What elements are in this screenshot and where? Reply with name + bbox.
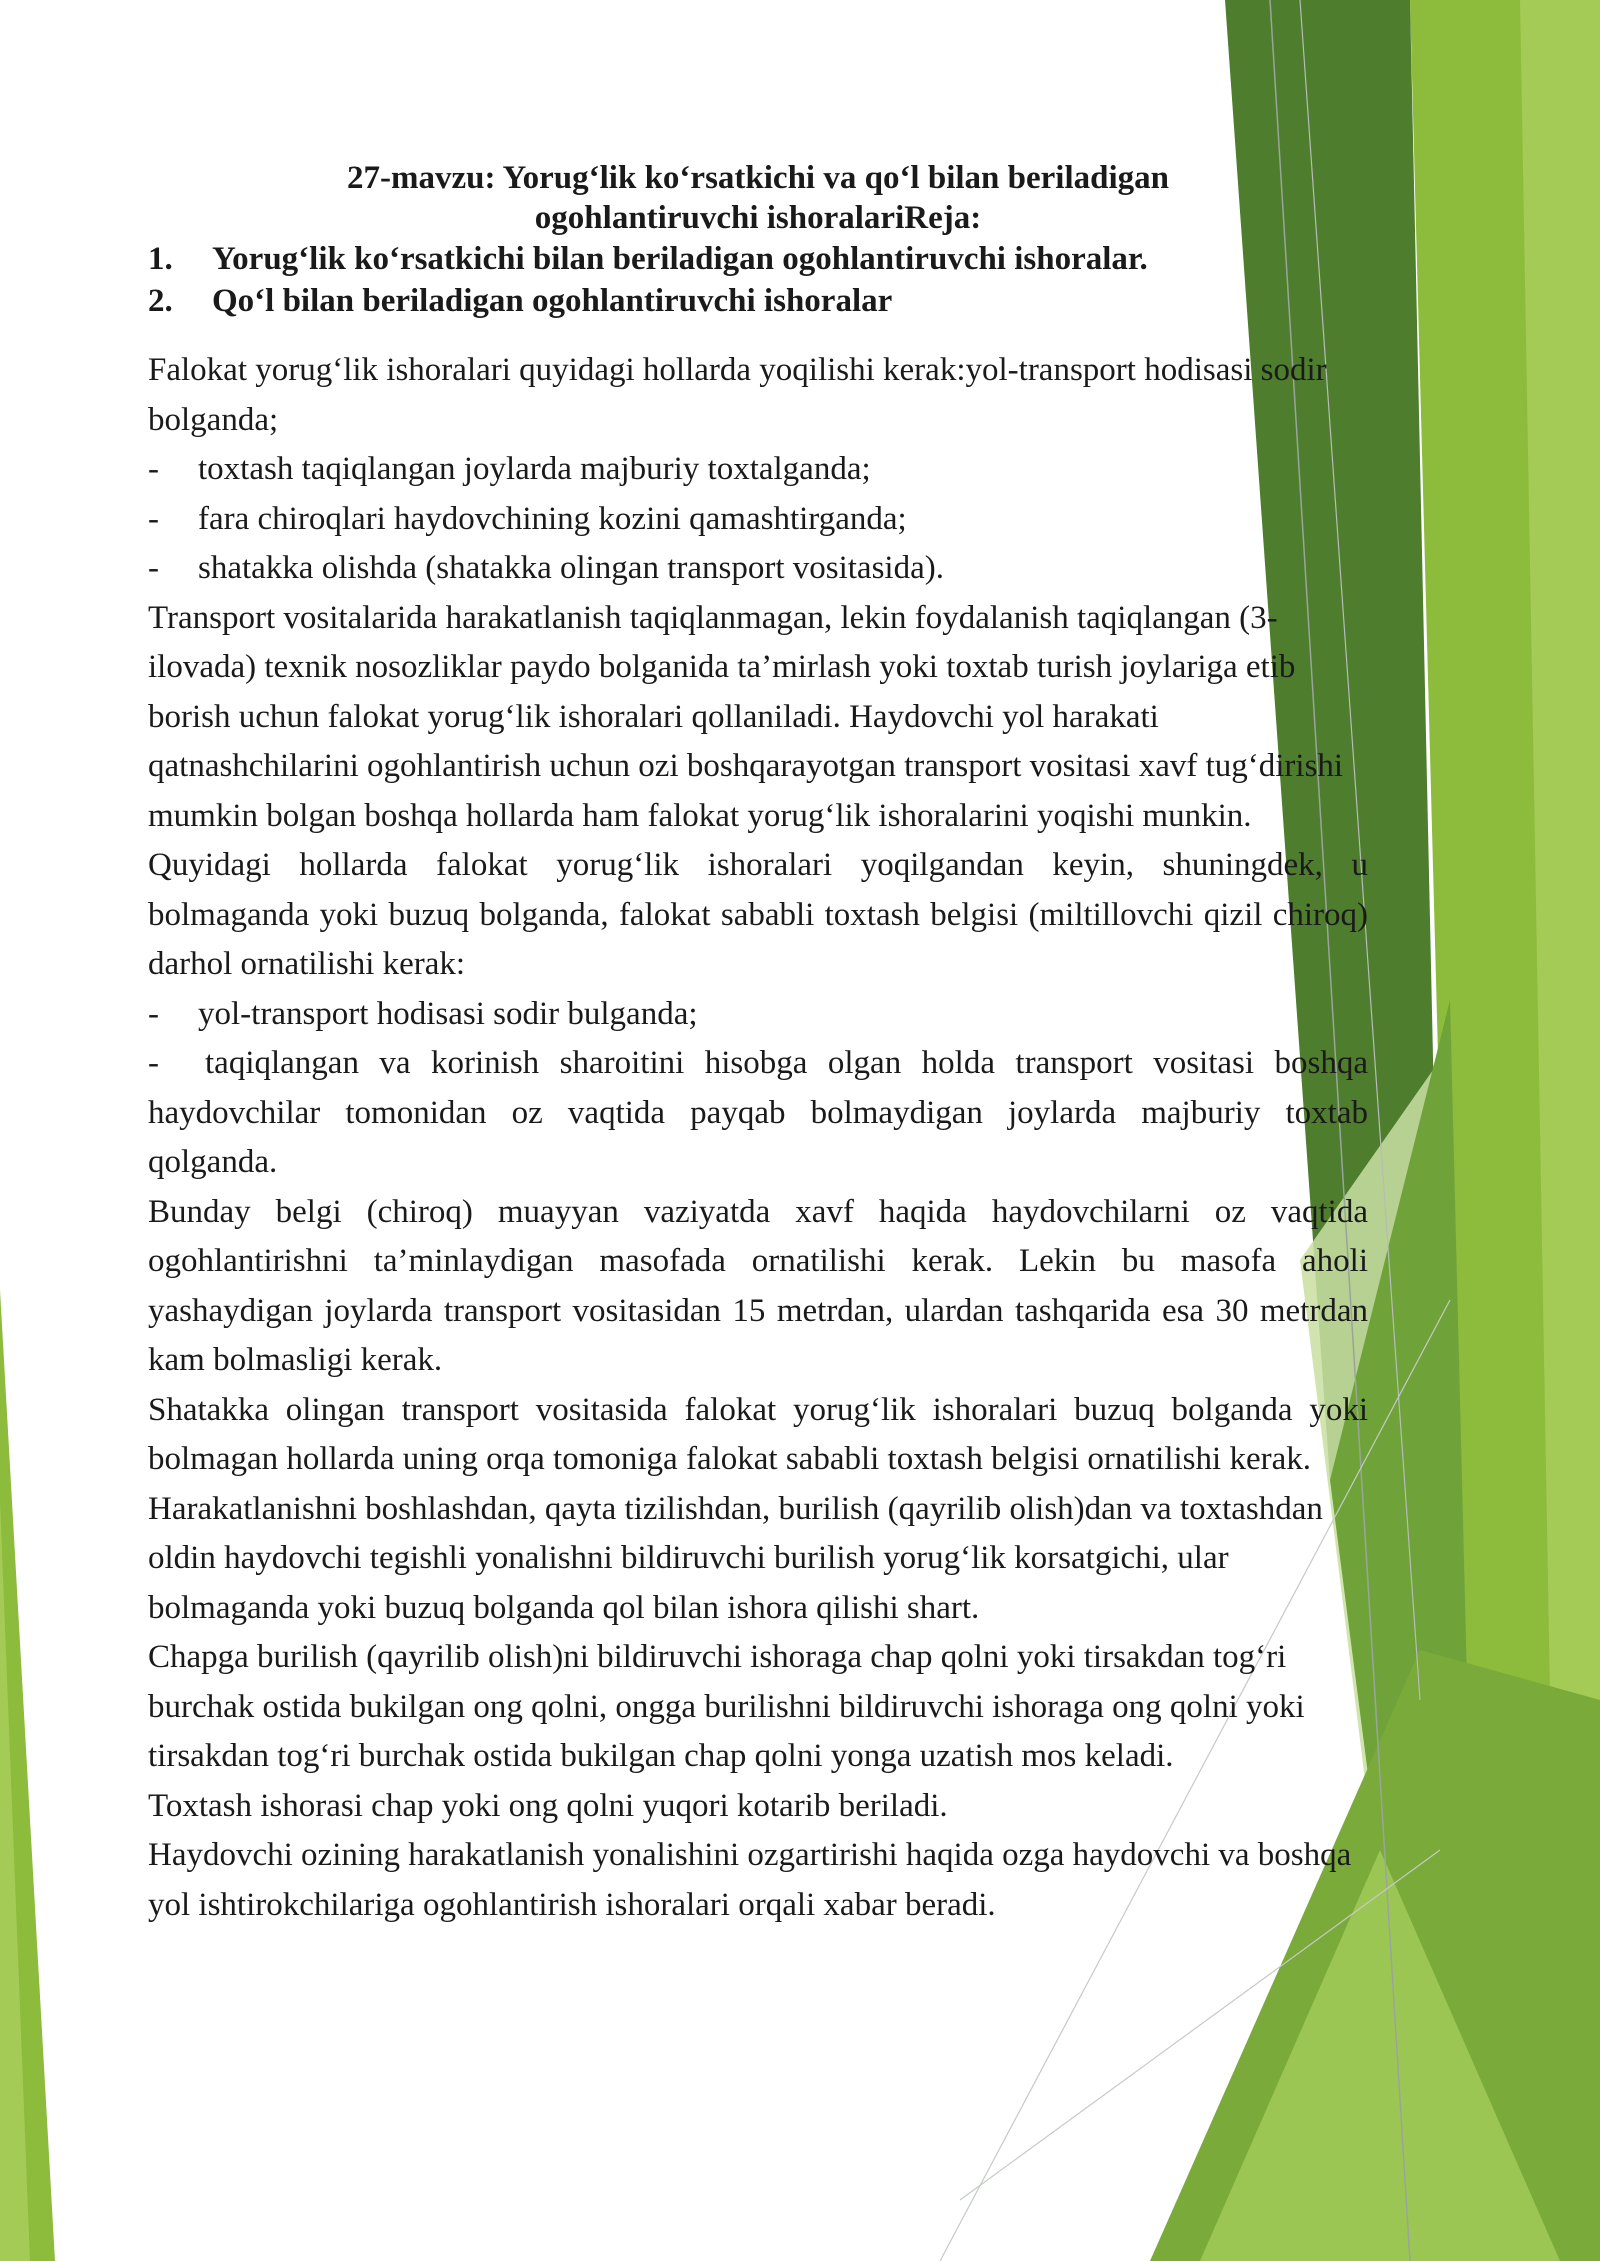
plan-list xyxy=(148,238,1368,322)
dash-marker: - xyxy=(148,995,159,1032)
plan-item xyxy=(148,280,1368,322)
list-item xyxy=(148,445,1368,495)
list-item xyxy=(148,544,1368,594)
title-line-1: 27-mavzu: Yorug‘lik ko‘rsatkichi va qo‘l bilan beriladigan xyxy=(346,160,1170,196)
title-line-2: ogohlantiruvchi ishoralariReja: xyxy=(534,200,982,236)
paragraph-7: Chapga burilish (qayrilib olish)ni bildiruvchi ishoraga chap qolni yoki tirsakdan tog‘ri burchak ostida bukilgan ong qolni, ongga burilishni bildiruvchi ishoraga ong qolni yoki tirsakdan tog‘ri burchak ostida bukilgan chap qolni yonga uzatish mos keladi. xyxy=(148,1639,1305,1774)
paragraph-2: Transport vositalarida harakatlanish taqiqlanmagan, lekin foydalanish taqiqlangan (3- ilovada) texnik nosozliklar paydo bolganida ta’mirlash yoki toxtab turish joylariga etib borish uchun falokat yorug‘lik ishoralari qollaniladi. Haydovchi yol harakati qatnashchilarini ogohlantirish uchun ozi boshqarayotgan transport vositasi xavf tug‘dirishi mumkin bolgan boshqa hollarda ham falokat yorug‘lik ishoralarini yoqishi munkin. xyxy=(148,599,1344,834)
list-item xyxy=(148,495,1368,545)
dash-marker: - xyxy=(148,451,159,487)
paragraph-1: Falokat yorug‘lik ishoralari quyidagi hollarda yoqilishi kerak:yol-transport hodisasi sodir bolganda; xyxy=(148,352,1327,438)
dash-marker: - xyxy=(148,550,159,586)
plan-item xyxy=(148,238,1368,280)
paragraph-9: Haydovchi ozining harakatlanish yonalishini ozgartirishi haqida ozga haydovchi va boshqa yol ishtirokchilariga ogohlantirish ishoralari orqali xabar beradi. xyxy=(148,1837,1352,1923)
list-item-text: fara chiroqlari haydovchining kozini qamashtirganda; xyxy=(198,500,907,537)
list-item-text: yol-transport hodisasi sodir bulganda; xyxy=(198,995,698,1032)
paragraph-3: Quyidagi hollarda falokat yorug‘lik ishoralari yoqilgandan keyin, shuningdek, u bolmaganda yoki buzuq bolganda, falokat sababli toxtash belgisi (miltillovchi qizil chiroq) darhol ornatilishi kerak: xyxy=(148,847,1368,982)
plan-item-number: 2. xyxy=(148,283,173,319)
list-item-text: toxtash taqiqlangan joylarda majburiy toxtalganda; xyxy=(198,451,871,487)
list-item-text: taqiqlangan va korinish sharoitini hisobga olgan holda transport vositasi boshqa haydovchilar tomonidan oz vaqtida payqab bolmaydigan joylarda majburiy toxtab qolganda. xyxy=(148,1045,1368,1180)
dash-marker: - xyxy=(148,1045,159,1081)
paragraph-6: Harakatlanishni boshlashdan, qayta tizilishdan, burilish (qayrilib olish)dan va toxtashdan oldin haydovchi tegishli yonalishni bildiruvchi burilish yorug‘lik korsatgichi, ular bolmaganda yoki buzuq bolganda qol bilan ishora qilishi shart. xyxy=(148,1490,1323,1626)
document-title xyxy=(148,158,1368,238)
paragraph-4: Bunday belgi (chiroq) muayyan vaziyatda xavf haqida haydovchilarni oz vaqtida ogohlantirishni ta’minlaydigan masofada ornatilishi kerak. Lekin bu masofa aholi yashaydigan joylarda transport vositasidan 15 metrdan, ulardan tashqarida esa 30 metrdan kam bolmasligi kerak. xyxy=(148,1193,1368,1378)
paragraph-8: Toxtash ishorasi chap yoki ong qolni yuqori kotarib beriladi. xyxy=(148,1787,948,1824)
list-item-text: shatakka olishda (shatakka olingan transport vositasida). xyxy=(198,550,944,586)
list-item-long xyxy=(148,1039,1368,1188)
document-body xyxy=(148,346,1368,1930)
plan-item-number: 1. xyxy=(148,241,173,277)
plan-item-text: Yorug‘lik ko‘rsatkichi bilan beriladigan ogohlantiruvchi ishoralar. xyxy=(212,241,1148,277)
paragraph-5: Shatakka olingan transport vositasida falokat yorug‘lik ishoralari buzuq bolganda yoki bolmagan hollarda uning orqa tomoniga falokat sababli toxtash belgisi ornatilishi kerak. xyxy=(148,1391,1368,1477)
document-content xyxy=(148,158,1368,1930)
dash-marker: - xyxy=(148,500,159,537)
plan-item-text: Qo‘l bilan beriladigan ogohlantiruvchi ishoralar xyxy=(212,283,893,319)
list-item xyxy=(148,990,1368,1040)
